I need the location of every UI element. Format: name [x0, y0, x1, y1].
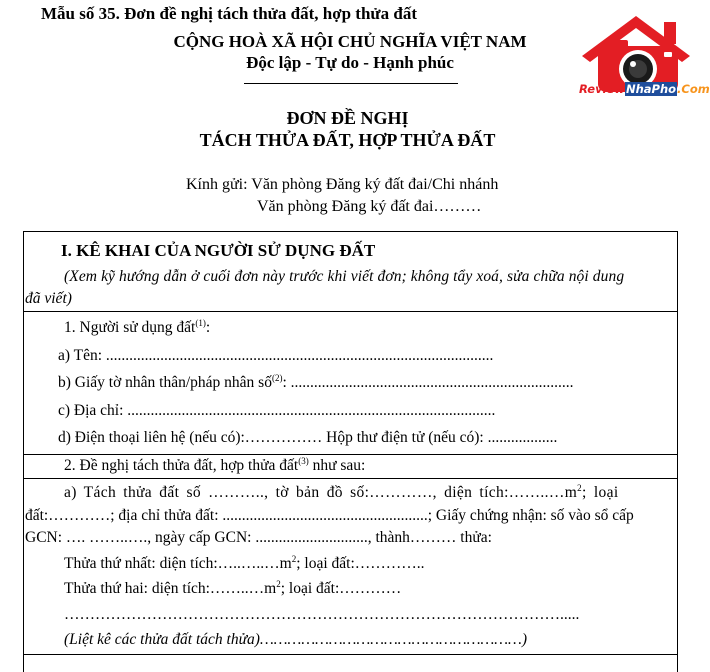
id-document-label: b) Giấy tờ nhân thân/pháp nhân số: [58, 374, 272, 391]
parcel-two-field[interactable]: [64, 580, 401, 598]
parcel-one-sup: 2: [291, 554, 297, 564]
split-parcel-line1-end: ; loại: [582, 484, 619, 501]
document-title-line1: [0, 108, 705, 129]
footnote-2: (2): [271, 373, 283, 383]
addressee-line2: Văn phòng Đăng ký đất đai………: [257, 198, 482, 215]
split-parcel-line3[interactable]: GCN: …. ……..…., ngày cấp GCN: ............................., thành……… thửa:: [25, 529, 492, 546]
land-user-label-text: 1. Người sử dụng đất: [64, 319, 196, 336]
land-user-label-colon: :: [205, 319, 211, 336]
parcel-two-end: ; loại đất:…………: [280, 580, 402, 597]
motto-underline: [244, 83, 458, 84]
form-number: Mẫu số 35. Đơn đề nghị tách thửa đất, hợp thửa đất: [41, 4, 417, 23]
footnote-1: (1): [195, 318, 206, 328]
name-field[interactable]: a) Tên: ....................................................................................................: [58, 347, 494, 364]
parcel-one-field[interactable]: [64, 555, 425, 573]
logo-text: [579, 82, 710, 96]
national-title-text: CỘNG HOÀ XÃ HỘI CHỦ NGHĨA VIỆT NAM: [173, 32, 527, 51]
document-title-line2-text: TÁCH THỬA ĐẤT, HỢP THỬA ĐẤT: [199, 130, 496, 150]
land-user-label: [64, 319, 210, 337]
id-document-field[interactable]: [58, 374, 574, 392]
table-divider-2: [23, 454, 678, 455]
request-label: [64, 457, 365, 475]
request-label-text: 2. Đề nghị tách thửa đất, hợp thửa đất: [64, 457, 299, 474]
section-title: I. KÊ KHAI CỦA NGƯỜI SỬ DỤNG ĐẤT: [61, 241, 376, 260]
contact-field[interactable]: d) Điện thoại liên hệ (nếu có):…………… Hộp thư điện tử (nếu có): ..................: [58, 429, 558, 446]
instruction-note: (Xem kỹ hướng dẫn ở cuối đơn này trước khi viết đơn; không tẩy xoá, sửa chữa nội dung: [64, 268, 625, 285]
motto-text: Độc lập - Tự do - Hạnh phúc: [246, 53, 454, 72]
split-parcel-line1[interactable]: [64, 484, 619, 502]
parcel-one-end: ; loại đất:…………..: [296, 555, 425, 572]
sqm-sup: 2: [577, 483, 582, 493]
parcel-list-note: (Liệt kê các thửa đất tách thửa)…………………………………………………): [64, 631, 527, 648]
logo-text-review: Review: [579, 82, 625, 96]
table-divider-4: [23, 654, 678, 655]
split-parcel-line1-text: a) Tách thửa đất số ……….., tờ bản đồ số:…………, diện tích:……..…m: [64, 484, 578, 501]
id-document-dots: : .........................................................................: [282, 374, 574, 391]
additional-parcels-dots[interactable]: …………………………………………………………………………………….....: [64, 606, 580, 623]
table-divider-1: [23, 311, 678, 312]
footnote-3: (3): [298, 456, 309, 466]
instruction-note-continued: đã viết): [25, 290, 72, 307]
parcel-two-text: Thửa thứ hai: diện tích:……..…m: [64, 580, 277, 597]
address-field[interactable]: c) Địa chỉ: ...............................................................................................: [58, 402, 496, 419]
document-title-line2: [0, 130, 705, 151]
parcel-two-sup: 2: [276, 579, 281, 589]
request-label-end: như sau:: [308, 457, 366, 474]
document-title-line1-text: ĐƠN ĐỀ NGHỊ: [286, 108, 409, 128]
addressee-line1: Kính gửi: Văn phòng Đăng ký đất đai/Chi nhánh: [186, 176, 499, 193]
table-divider-3: [23, 478, 678, 479]
parcel-one-text: Thửa thứ nhất: diện tích:…..…..…m: [64, 555, 292, 572]
logo-text-nhapho: NhaPho: [625, 82, 677, 96]
logo-text-com: .Com: [677, 82, 710, 96]
split-parcel-line2[interactable]: đất:…………; địa chỉ thửa đất: .....................................................; Giấy chứng nhận: số vào sổ cấp: [25, 507, 634, 524]
